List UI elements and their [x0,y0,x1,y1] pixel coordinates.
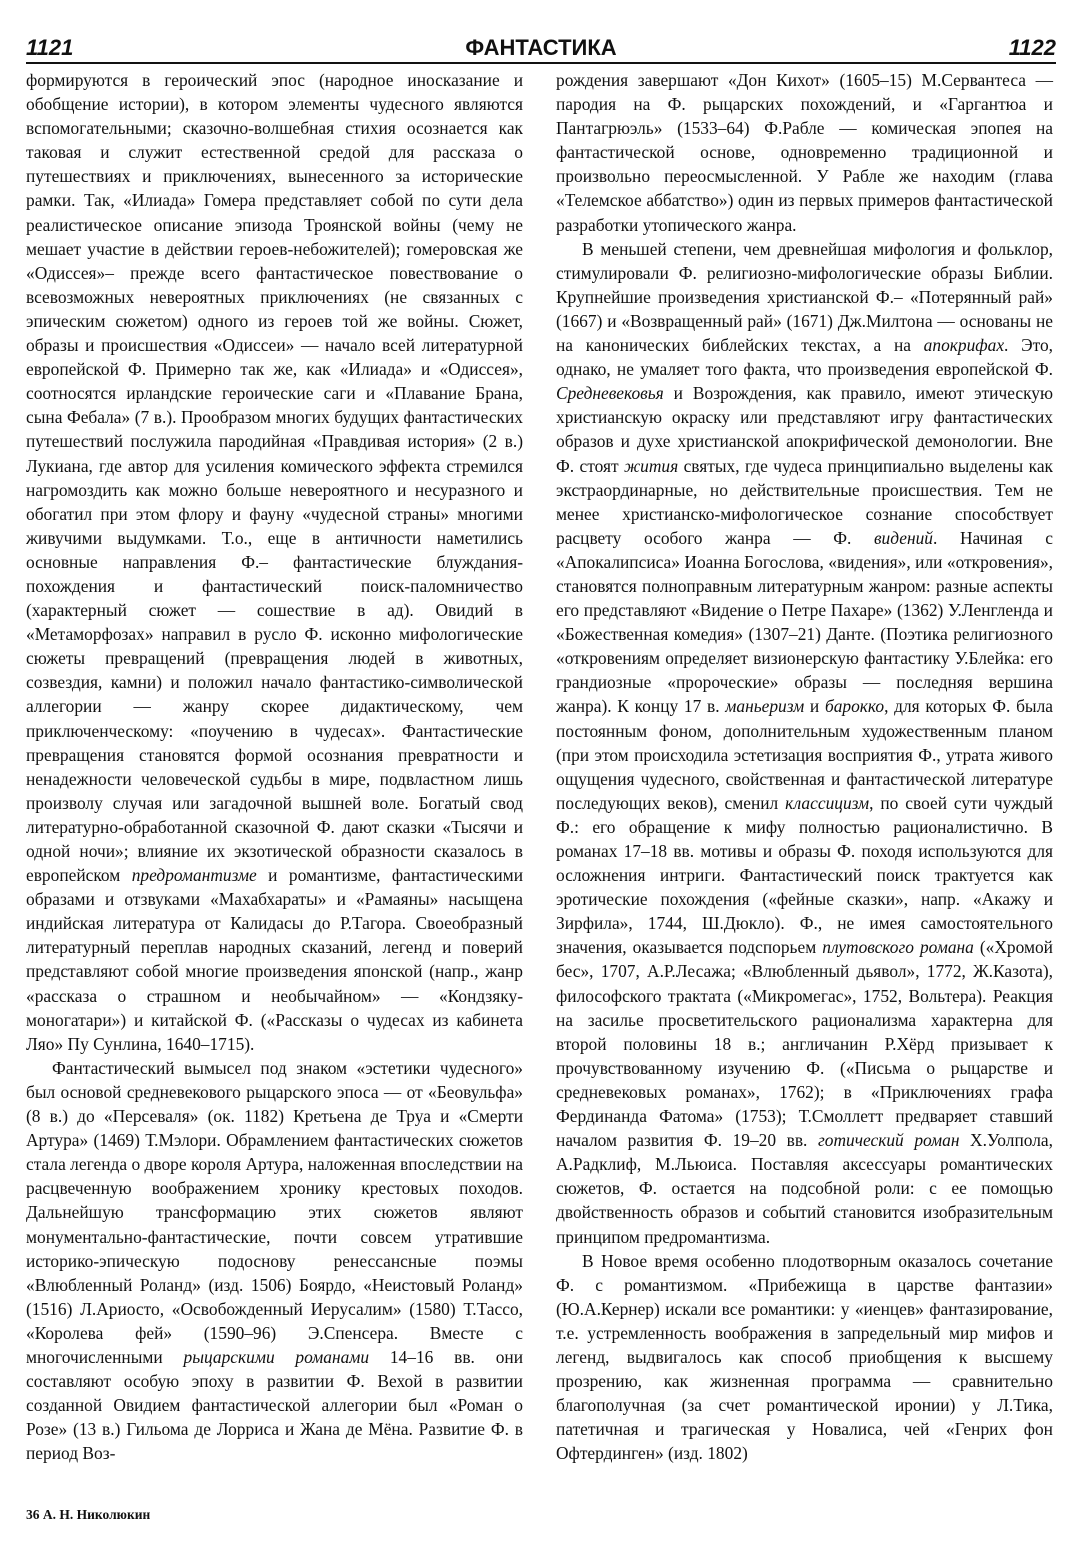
italic-term: барокко [824,696,885,717]
text-run: В меньшей степени, чем древнейшая мифология и фольклор, стимулировали Ф. религиозно-мифологические образы Библии. Крупнейшие произведения христианской Ф.– «Потерянный рай» (1667) и «Возвращенный рай» (1671) Дж.Милтона — основаны не на канонических библейских текстах, а на [556,238,1053,356]
paragraph [556,1249,1053,1466]
running-title: ФАНТАСТИКА [465,35,617,60]
text-run: В Новое время особенно плодотворным оказалось сочетание Ф. с романтизмом. «Прибежища в царстве фантазии» (Ю.А.Кернер) искали все романтики: у «иенцев» фантазирование, т.е. устремленность воображения в запредельный мир мифов и легенд, выдвигалось как способ приобщения к высшему прозрению, как жизненная программа — сравнительно благополучная (за счет романтической иронии) у Л.Тика, патетичная и трагическая у Новалиса, чей «Генрих фон Офтердинген» (изд. 1802) [556,1250,1053,1464]
running-header [26,36,1056,64]
text-run: 14–16 вв. они составляют особую эпоху в развитии Ф. Вехой в развитии созданной Овидием фантастической аллегории был «Роман о Розе» (13 в.) Гильома де Лорриса и Жана де Мёна. Развитие Ф. в период Воз- [26,1346,523,1464]
text-run: святых, где чудеса принципиально выделены как экстраординарные, но действительные происшествия. Тем не менее христианско-мифологическое сознание способствует расцвету особого жанра — Ф. [556,455,1053,548]
continued-paragraph [26,68,523,1056]
text-run: Х.Уолпола, А.Радклиф, М.Льюиса. Поставляя аксессуары романтических сюжетов, Ф. остается на подсобной роли: с ее помощью двойственность образов и событий становится изобразительным принципом предромантизма. [556,1130,1053,1247]
text-run: и [804,696,825,717]
page-number-right: 1122 [1008,35,1056,60]
signature-footer: 36 А. Н. Николюкин [26,1507,151,1522]
paragraph [26,1056,523,1466]
italic-term: классицизм [785,792,870,813]
text-run: . Это, однако, не умаляет того факта, что произведения европейской Ф. [556,335,1053,380]
italic-term: Средневековья [556,383,664,404]
text-run: . Начиная с «Апокалипсиса» Иоанна Богослова, «видения», или «откровения», становятся полноправным литературным жанром: разные аспекты его представляют «Видение о Петре Пахаре» (1362) У.Ленгленда и «Божественная комедия» (1307–21) Данте. (Поэтика религиозного «откровениям определяет визионерскую фантастику У.Блейка: его грандиозные «пророческие» образы — последняя вершина жанра). К концу 17 в. [556,527,1053,717]
italic-term: предромантизме [131,865,257,886]
italic-term: видений [873,527,933,548]
italic-term: апокрифах [923,335,1005,356]
italic-term: рыцарскими романами [183,1346,370,1367]
text-run: и романтизме, фантастическими образами и отзвуками «Махабхараты» и «Рамаяны» насыщена индийская литература от Калидасы до Р.Тагора. Своеобразный литературный переплав народных сказаний, легенд и поверий представляют собой многие произведения японской (напр., жанр «рассказа о страшном и необычайном» — «Кондзяку-моногатари») и китайской Ф. («Рассказы о чудесах из кабинета Ляо» Пу Сунлина, 1640–1715). [26,865,523,1054]
text-run: формируются в героический эпос (народное иносказание и обобщение истории), в котором элементы чудесного являются вспомогательными; сказочно-волшебная стихия осознается как таковая и служит естественной средой для рассказа о путешествиях и приключениях, вынесенного за исторические рамки. Так, «Илиада» Гомера представляет собой по сути дела реалистическое описание эпизода Троянской войны (чему не мешает участие в действии героев-небожителей); гомеровская же «Одиссея»– прежде всего фантастическое повествование о всевозможных невероятных приключениях (не связанных с эпическим сюжетом) одного из героев той же войны. Сюжет, образы и происшествия «Одиссеи» — начало всей литературной европейской Ф. Примерно так же, как «Илиада» и «Одиссея», соотносятся ирландские героические саги и «Плавание Брана, сына Фебала» (7 в.). Прообразом многих будущих фантастических путешествий послужила пародийная «Правдивая история» (2 в.) Лукиана, где автор для усиления комического эффекта стремился нагромоздить как можно больше невероятного и несуразного и обогатил при этом флору и фауну «чудесной страны» многими живучими выдумками. Т.о., еще в античности наметились основные направления Ф.– фантастические блуждания-похождения и фантастический поиск-паломничество (характерный сюжет — сошествие в ад). Овидий в «Метаморфозах» направил в русло Ф. исконно мифологические сюжеты превращений (превращения людей в животных, созвездия, камни) и положил начало фантастико-символической аллегории — жанру скорее дидактическому, чем приключенческому: «поучению в чудесах». Фантастические превращения становятся формой осознания превратности и ненадежности человеческой судьбы в мире, подвластном лишь произволу случая или загадочной вышней воле. Богатый свод литературно-обработанной сказочной Ф. дают сказки «Тысячи и одной ночи»; влияние их экзотической образности сказалось в европейском [26,70,523,886]
text-run: рождения завершают «Дон Кихот» (1605–15) М.Сервантеса — пародия на Ф. рыцарских похождений, и «Гаргантюа и Пантагрюэль» (1533–64) Ф.Рабле — комическая эпопея на фантастической основе, одновременно традиционной и произвольно переосмысленной. У Рабле же находим (глава «Телемское аббатство») один из первых примеров фантастической разработки утопического жанра. [556,70,1053,235]
italic-term: жития [623,455,679,476]
continued-paragraph [556,68,1053,237]
right-column [556,68,1053,1465]
paragraph [556,237,1053,1249]
text-run: и Возрождения, как правило, имеют этическую христианскую окраску или представляют игру фантастических образов и духе христианской апокрифической демонологии. Вне Ф. стоят [556,383,1053,476]
text-run: («Хромой бес», 1707, А.Р.Лесажа; «Влюбленный дьявол», 1772, Ж.Казота), философского трактата («Микромегас», 1752, Вольтера). Реакция на засилье просветительского рационализма характерна для второй половины 18 в.; англичанин Р.Хёрд призывает к прочувствованному изучению Ф. («Письма о рыцарстве и средневековых романах», 1762); в «Приключениях графа Фердинанда Фатома» (1753); Т.Смоллетт предваряет ставший началом развития Ф. 19–20 вв. [556,937,1053,1151]
italic-term: готический роман [817,1130,960,1151]
text-run: , по своей сути чуждый Ф.: его обращение к мифу полностью рационалистично. В романах 17–18 вв. мотивы и образы Ф. походя используются для осложнения интриги. Фантастический поиск трактуется как эротические похождения («фейные сказки», напр. «Акажу и Зирфила», 1744, Ш.Дюкло). Ф., не имея самостоятельного значения, оказывается подспорьем [556,792,1053,958]
italic-term: плутовского романа [822,937,974,958]
italic-term: маньеризм [725,696,805,717]
left-column [26,68,523,1465]
text-run: , для которых Ф. была постоянным фоном, дополнительным художественным планом (при этом происходила эстетизация восприятия Ф., утрата живого ощущения чудесного, свойственная и фантастической литературе последующих веков), сменил [556,696,1054,813]
page-number-left: 1121 [26,35,74,60]
text-run: Фантастический вымысел под знаком «эстетики чудесного» был основой средневекового рыцарского эпоса — от «Беовульфа» (8 в.) до «Персеваля» (ок. 1182) Кретьена де Труа и «Смерти Артура» (1469) Т.Мэлори. Обрамлением фантастических сюжетов стала легенда о дворе короля Артура, наложенная впоследствии на расцвеченную воображением хронику крестовых походов. Дальнейшую трансформацию этих сюжетов являют монументально-фантастические, почти совсем утратившие историко-эпическую подоснову ренессансные поэмы «Влюбленный Роланд» (изд. 1506) Боярдо, «Неистовый Роланд» (1516) Л.Ариосто, «Освобожденный Иерусалим» (1580) Т.Тассо, «Королева фей» (1590–96) Э.Спенсера. Вместе с многочисленными [26,1057,523,1367]
